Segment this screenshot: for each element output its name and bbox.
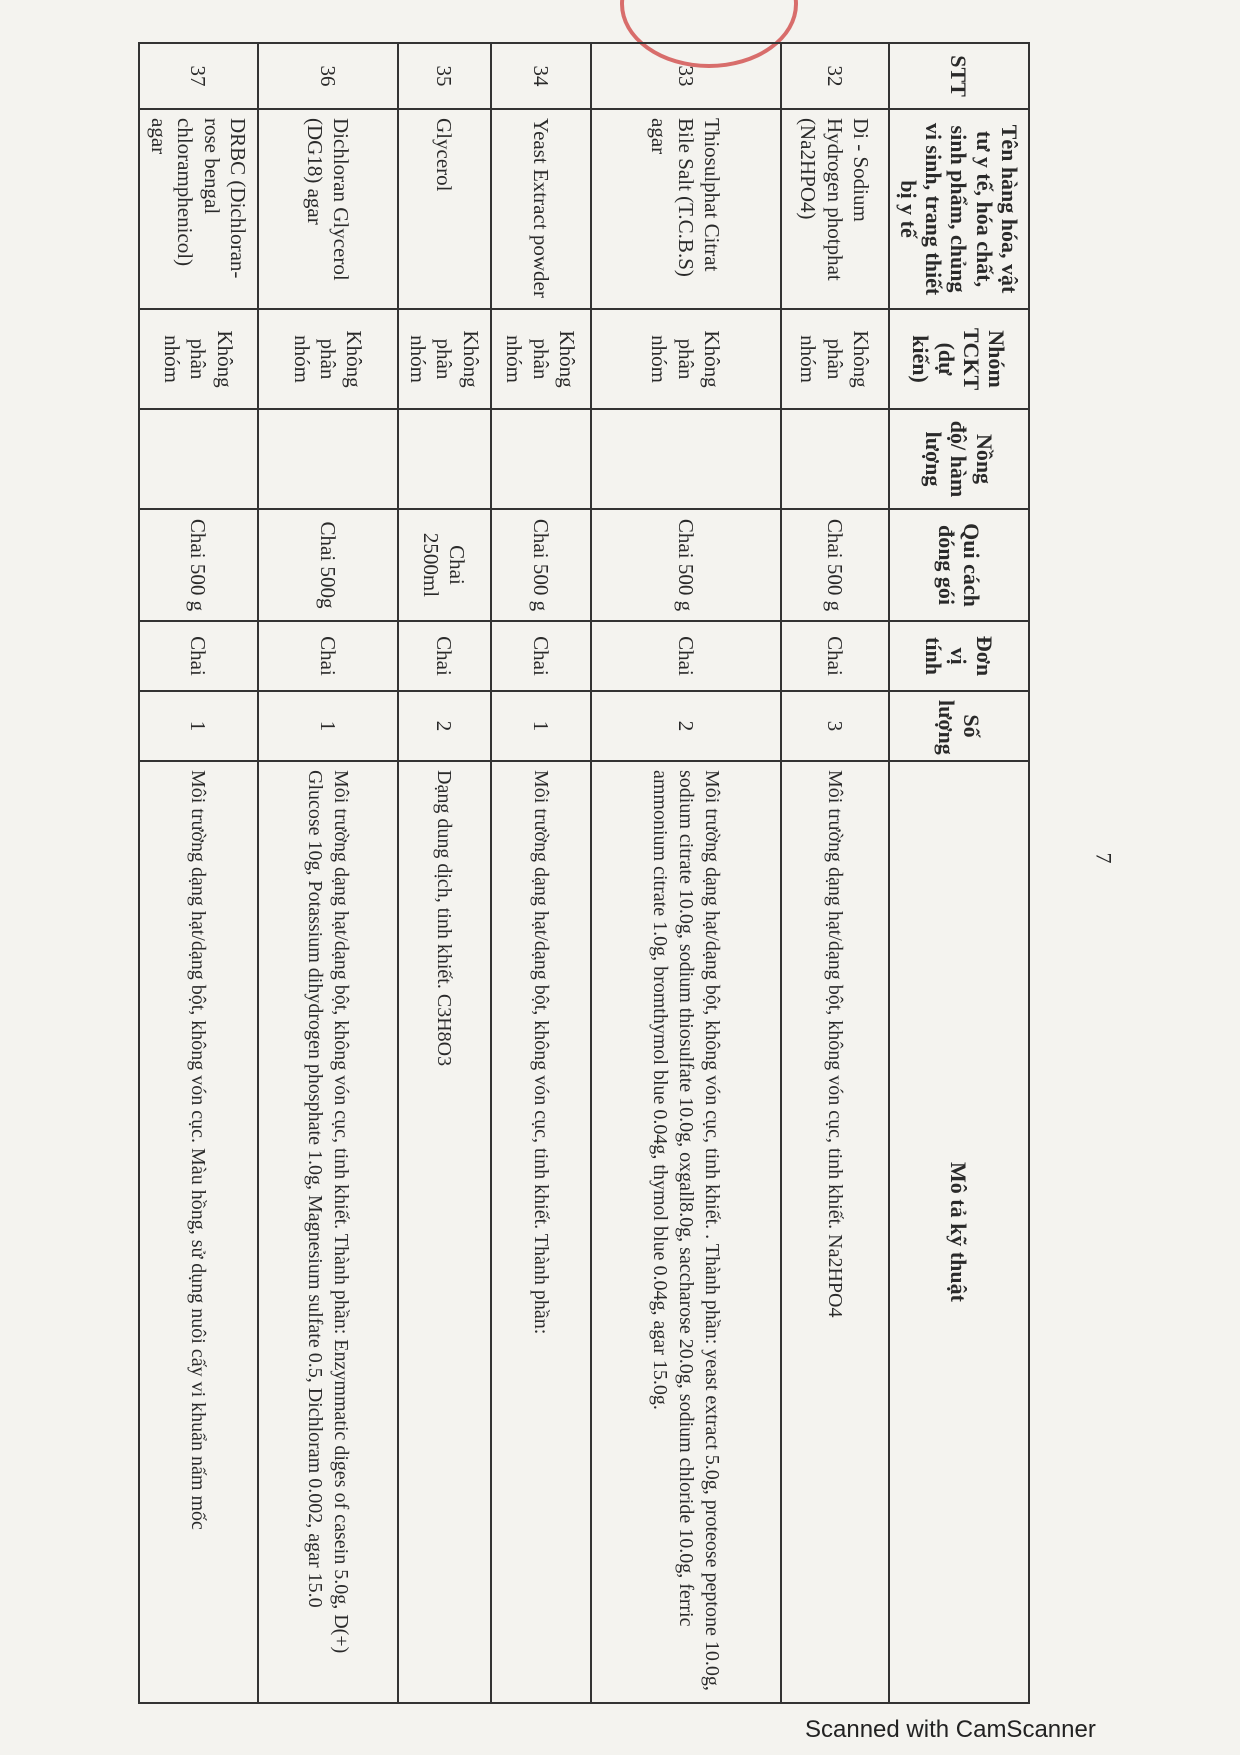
cell-desc: Môi trường dạng hạt/dạng bột, không vón cục, tinh khiết. Thành phần:: [491, 761, 591, 1703]
cell-unit: Chai: [591, 621, 781, 691]
cell-stt: 33: [591, 43, 781, 109]
header-desc: Mô tả kỹ thuật: [889, 761, 1029, 1703]
cell-group: Không phân nhóm: [258, 309, 398, 409]
header-group: Nhóm TCKT (dự kiến): [889, 309, 1029, 409]
cell-desc: Môi trường dạng hạt/dạng bột, không vón cục, tinh khiết. Na2HPO4: [781, 761, 889, 1703]
cell-conc: [258, 409, 398, 509]
header-stt: STT: [889, 43, 1029, 109]
cell-name: Di - Sodium Hydrogen photphat (Na2HPO4): [781, 109, 889, 309]
cell-qty: 1: [491, 691, 591, 761]
cell-conc: [139, 409, 258, 509]
cell-pack: Chai 500 g: [491, 509, 591, 621]
table-row: [398, 43, 491, 1703]
table-row: [491, 43, 591, 1703]
table-row: [258, 43, 398, 1703]
cell-pack: Chai 500 g: [591, 509, 781, 621]
header-name: Tên hàng hóa, vật tư y tế, hóa chất, sinh phẩm, chủng vi sinh, trang thiết bị y tế: [889, 109, 1029, 309]
cell-group: Không phân nhóm: [781, 309, 889, 409]
header-qty: Số lượng: [889, 691, 1029, 761]
camscanner-watermark: Scanned with CamScanner: [805, 1716, 1096, 1743]
cell-desc: Môi trường dạng hạt/dạng bột, không vón cục. Màu hồng, sử dụng nuôi cấy vi khuẩn nấm mốc: [139, 761, 258, 1703]
cell-qty: 1: [258, 691, 398, 761]
header-pack: Qui cách đóng gói: [889, 509, 1029, 621]
product-spec-table: [138, 42, 1030, 1704]
cell-desc: Dạng dung dịch, tinh khiết. C3H8O3: [398, 761, 491, 1703]
cell-name: Thiosulphat Citrat Bile Salt (T.C.B.S) agar: [591, 109, 781, 309]
cell-pack: Chai 500 g: [139, 509, 258, 621]
cell-name: Glycerol: [398, 109, 491, 309]
cell-qty: 1: [139, 691, 258, 761]
cell-qty: 2: [398, 691, 491, 761]
cell-pack: Chai 500 g: [781, 509, 889, 621]
cell-qty: 3: [781, 691, 889, 761]
cell-unit: Chai: [139, 621, 258, 691]
table-header-row: [889, 43, 1029, 1703]
cell-stt: 32: [781, 43, 889, 109]
table-row: [139, 43, 258, 1703]
cell-group: Không phân nhóm: [491, 309, 591, 409]
table-row: [781, 43, 889, 1703]
cell-stt: 36: [258, 43, 398, 109]
cell-stt: 35: [398, 43, 491, 109]
cell-group: Không phân nhóm: [591, 309, 781, 409]
cell-unit: Chai: [491, 621, 591, 691]
cell-stt: 34: [491, 43, 591, 109]
cell-conc: [491, 409, 591, 509]
cell-conc: [591, 409, 781, 509]
header-conc: Nồng độ/ hàm lượng: [889, 409, 1029, 509]
cell-conc: [781, 409, 889, 509]
cell-unit: Chai: [398, 621, 491, 691]
cell-group: Không phân nhóm: [139, 309, 258, 409]
cell-name: Yeast Extract powder: [491, 109, 591, 309]
page-number: 7: [1091, 852, 1117, 864]
cell-desc: Môi trường dạng hạt/dạng bột, không vón cục, tinh khiết. Thành phần: Enzymmatic diges of casein 5.0g, D(+) Glucose 10g, Potassium dihydrogen phosphate 1.0g, Magnesium sulfate 0.5, Dichloram 0.002, agar 15.0: [258, 761, 398, 1703]
cell-unit: Chai: [781, 621, 889, 691]
cell-group: Không phân nhóm: [398, 309, 491, 409]
table-row: [591, 43, 781, 1703]
cell-pack: Chai 2500ml: [398, 509, 491, 621]
cell-name: Dichloran Glycerol (DG18) agar: [258, 109, 398, 309]
cell-unit: Chai: [258, 621, 398, 691]
cell-desc: Môi trường dạng hạt/dạng bột, không vón cục, tinh khiết. . Thành phần: yeast extract 5.0g, proteose peptone 10.0g, sodium citrate 10.0g, sodium thiosulfate 10.0g, oxgall8.0g, saccharose 20.0g, sodium chloride 10.0g, ferric ammonium citrate 1.0g, bromthymol blue 0.04g, thymol blue 0.04g, agar 15.0g.: [591, 761, 781, 1703]
rotated-table-container: [147, 42, 1030, 1702]
cell-pack: Chai 500g: [258, 509, 398, 621]
cell-conc: [398, 409, 491, 509]
cell-name: DRBC (Dichloran-rose bengal chloramphenicol) agar: [139, 109, 258, 309]
header-unit: Đơn vị tính: [889, 621, 1029, 691]
cell-stt: 37: [139, 43, 258, 109]
cell-qty: 2: [591, 691, 781, 761]
